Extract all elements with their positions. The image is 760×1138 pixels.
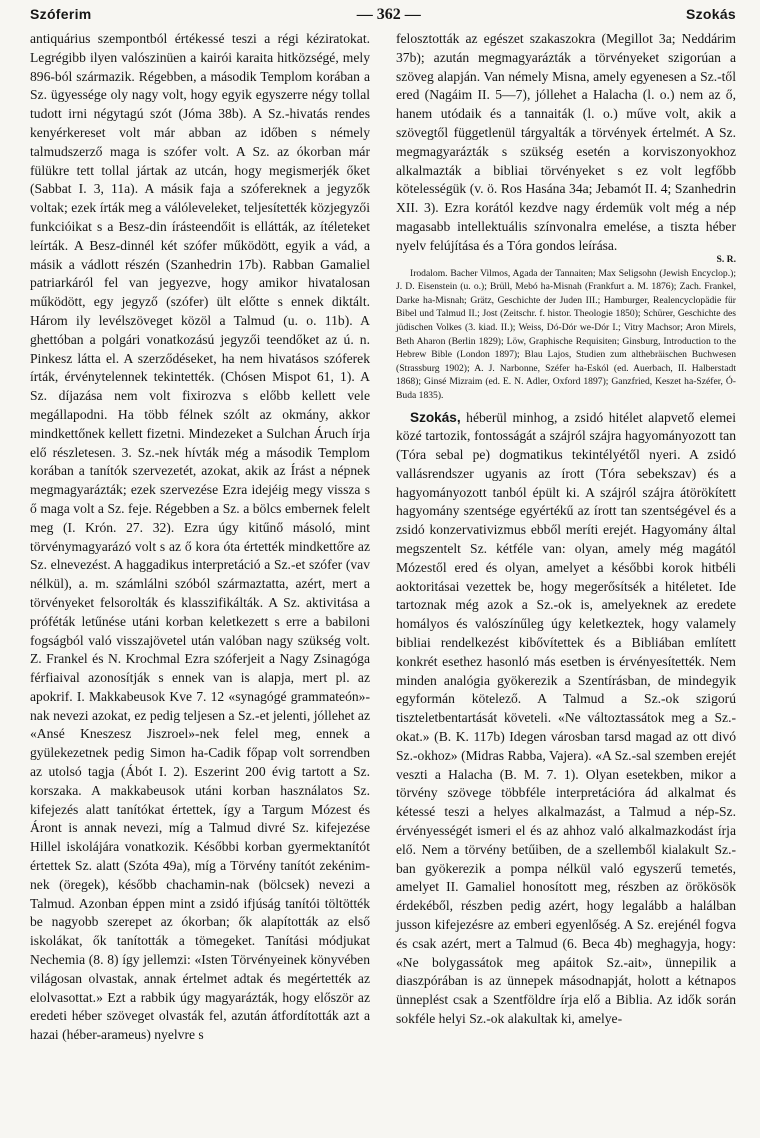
szoferim-article-end: felosztották az egészet szakaszokra (Megillot 3a; Neddárim 37b); azután megmagyarázták a törvényeket szigorúan a szöveg alapján. Van némely Misna, amely egyenesen a Sz.-től ered (Nagáim II. 5—7), jóllehet a Halacha (l. o.) nem az ő, hanem utódaik és a tannaiták (l. o.) műve volt, akik a szövegtől függetlenül tárgyalták a törvények értelmét. A Sz. megmagyarázták s szükség esetén a korviszonyokhoz alkalmazták a bibliai törvényeket s ez volt legfőbb kötelességük (v. ö. Ros Hasána 34a; Jebamót II. 4; Szanhedrin XII. 3). Ezra korától kezdve nagy érdemük volt még a nép magasabb intellektuális színvonalra emelése, a tiszta héber nyelv felújítása és a Tóra gondos leírása.: [396, 31, 736, 253]
entry-headword: Szokás,: [410, 409, 461, 425]
page-header: [30, 6, 736, 28]
left-column: [30, 30, 370, 1045]
entry-body: héberül minhog, a zsidó hitélet alapvető elemei közé tartozik, fontosságát a szájról szájra hagyományozott tan (Tóra sebal pe) dogmatikus tekintélyétől nyeri. A zsidó vallásrendszer ugyanis az írott (Tóra sebekszav) és a hagyományozott tanból épült ki. A szájról szájra átörökített hagyomány szentsége egyértékű az írott tan szentségével és a zsidó konzervativizmus ebből meríti erejét. Hagyomány által megszentelt Sz. kétféle van: olyan, amely még magától Mózestől ered és olyan, amelyet a későbbi korok hitbéli aoktoritásai vezettek be, hogy megerősítsék a hitéletet. Ide tartoznak még azok a Sz.-ok is, amelyeknek az eredete homályos és valószínűleg úgy keletkeztek, hogy valamely bibliai rendelkezést kibővítettek és a Bibliában említett konkrét esethez hasonló más esetben is érvényesítették. Nem minden analógia gyökerezik a Szentírásban, de mindegyik egyformán kötelező. A Talmud a Sz.-ok szigorú tiszteletbentartását követeli. «Ne változtassátok meg a Sz.-okat.» (B. K. 117b) Idegen városban tarsd magad az ott divó Sz.-okhoz» (Midras Rabba, Vajera). «A Sz.-sal szemben erejét veszti a Halacha (B. M. 7. 1). Olyan esetekben, mikor a törvény szövege többféle interpretációra ád alkalmat és kétessé teszi a helyes alkalmazást, a Talmud a nép-Sz. érvényességét ismeri el és az ahhoz való alkalmazkodást írja elő. Nem a törvény betűiben, de a szellemből kialakult Sz.-ban gyökerezik a pompa nélkül való egyszerű temetés, amelyet II. Gamaliel honosított meg, részben az örökösök érdekéből, részben pedig azért, hogy legalább a halálban jusson kifejezésre az emberi egyenlőség. A Sz. erejénél fogva és csak azért, mert a Talmud (6. Beca 4b) meghagyja, hogy: «Ne bolygassátok meg apáitok Sz.-ait», ünnepilik a diaszpórában is az ünnepek másodnapját, holott a kétnapos ünneplést csak a Szentföldre írja elő a Biblia. Az idők során sokféle helyi Sz.-ok alakultak ki, amelye-: [396, 409, 736, 1026]
literature-references: Irodalom. Bacher Vilmos, Agada der Tannaiten; Max Seligsohn (Jewish Encyclop.); J. D. Eisenstein (u. o.); Brüll, Mebó ha-Misnah (Frankfurt a. M. 1876); Zach. Frankel, Darke ha-Misnah; Grätz, Geschichte der Juden III.; Hamburger, Realencyclopädie für Bibel und Talmud II.; Jost (Zeitschr. f. histor. Theologie 1850); Schürer, Geschichte des jüdischen Volkes (3. kiad. II.); Weiss, Dó-Dór we-Dór I.; Vitry Machsor; Aron Mirels, Beth Aharon (Berlin 1829); Löw, Graphische Requisiten; Ginsburg, Introduction to the Hebrew Bible (London 1897); Blau Lajos, Studien zum althebräischen Buchwesen (Strassburg 1902); A. J. Narbonne, Széfer ha-Eskól (ed. Auerbach, II. Halberstadt 1868); Ginsé Mizraim (ed. E. N. Adler, Oxford 1897); Ganzfried, Keszet ha-Széfer, Ó-Buda 1835).: [396, 267, 736, 401]
szoferim-article-continuation: antiquárius szempontból értékessé teszi a régi kéziratokat. Legrégibb ilyen valószinüen a kairói karaita hitközségé, mely 896-ból származik. Régebben, a második Templom korában a Sz. ügyessége oly nagy volt, hogy egyik egyszerre négy tollal tudott irni négytagú szót (Jóma 38b). A Sz.-hivatás rendes kenyérkereset volt már abban az időben s némely talmudszerző maga is szófer volt. A Sz. az ókorban már fülükre tett tollal jártak az utcán, hogy megismerjék őket (Sabbat I. 3, 11a). A másik faja a szófereknek a jegyzők voltak; ezek írták meg a válóleveleket, teljesítették közjegyzői funkcióikat s a Besz-din írásteendőit is ellátták, az ítéleteket leírták. A Besz-dinnél két szófer működött, egyik a vád, a másik a vádlott részén (Szanhedrin 17b). Rabban Gamaliel patriarkáról fel van jegyezve, hogy amikor hivatalosan működött, egy jegyző (szófer) ült előtte s ennek diktált. Három ily levélszöveget közöl a Talmud (u. o. 11b). A ghettóban a polgári vonatkozású jegyzői teendőket az ú. n. Pinkesz látta el. A szerződéseket, ha nem hivatásos szóferek írták, érvénytelennek tekintették. (Chósen Mispot 61, 1). A Sz. díjazása nem volt fixirozva s előbb kellett vele megállapodni. Ha több félnek szólt az okmány, akkor mindkettőnek kellett fizetni. Mindezeket a Sulchan Áruch írja elő részletesen. 3. Sz.-nek hívták még a második Templom korában a tanítók szervezetét, azokat, akik az Írást a népnek megmagyarázták; ezek szervezése Ezra idejéig megy vissza s ő maga volt a Sz. feje. Régebben a Sz. a bölcs embernek felelt meg (I. Krón. 27. 32). Ezra úgy kitűnő másoló, mint törvénymagyarázó volt s az ő kora óta értették mindkettőre az Sz. elnevezést. A haggadikus interpretáció a Sz.-et szófer (vav nélkül), a. m. számlálni szóból származtatta, azért, mert a törvényeket felsorolták és klasszifikálták. A Sz. aktivitása a próféták letűnése utáni korban keletkezett s erre a babiloni fogságból való visszajövetel után valóban nagy szükség volt. Z. Frankel és N. Krochmal Ezra szóferjeit a Nagy Zsinagóga férfiaival azonosítják s ennek van is alapja, mert pl. az apokrif. I. Makkabeusok Kve 7. 12 «synagógé grammateón»-nak nevezi azokat, ez pedig teljesen a Sz.-et jelenti, jóllehet az «Ansé Kneszesz Jiszroel»-nek felel meg, ennek a gyülekezetnek pedig Simon ha-Cadik főpap volt sorrendben az utolsó tagja (Ábót I. 2). Eszerint 200 évig tartott a Sz. korszaka. A makkabeusok utáni korban használatos Sz. kifejezés alatt tanítókat értettek, így a Targum Mózest és Áront is annak nevezi, míg a Talmud divré Sz. kifejezése Hillel iskolájára vonatkozik. Későbbi korban gyermektanítót értettek Sz. alatt (Szóta 49a), míg a Törvény tanítót zekénim-nek (öregek), később chachamin-nak (bölcsek) nevezi a Talmud. Azonban éppen mint a zsidó ifjúság tanítói töltötték be nagyobb szerepet az ókorban; ők alapították az első iskolákat, ők tanították a tömegeket. Tanítási módjukat Nechemia (8. 8) így jellemzi: «Isten Törvényeinek könyvében világosan olvastak, annak értelmet adtak és megértették az elolvasottat.» Ezt a rabbik úgy magyarázták, hogy először az eredeti héber szöveget olvasták fel, azután átfordították azt a hazai (héber-arameus) nyelvre s: [30, 31, 370, 1043]
page-number: — 362 —: [356, 6, 421, 23]
right-column: [396, 30, 736, 1045]
running-head-left: Szóferim: [30, 6, 92, 22]
szokas-article: [396, 409, 736, 1029]
two-column-body: [30, 30, 736, 1045]
running-head-right: Szokás: [685, 6, 736, 22]
author-signature: S. R.: [716, 253, 736, 265]
